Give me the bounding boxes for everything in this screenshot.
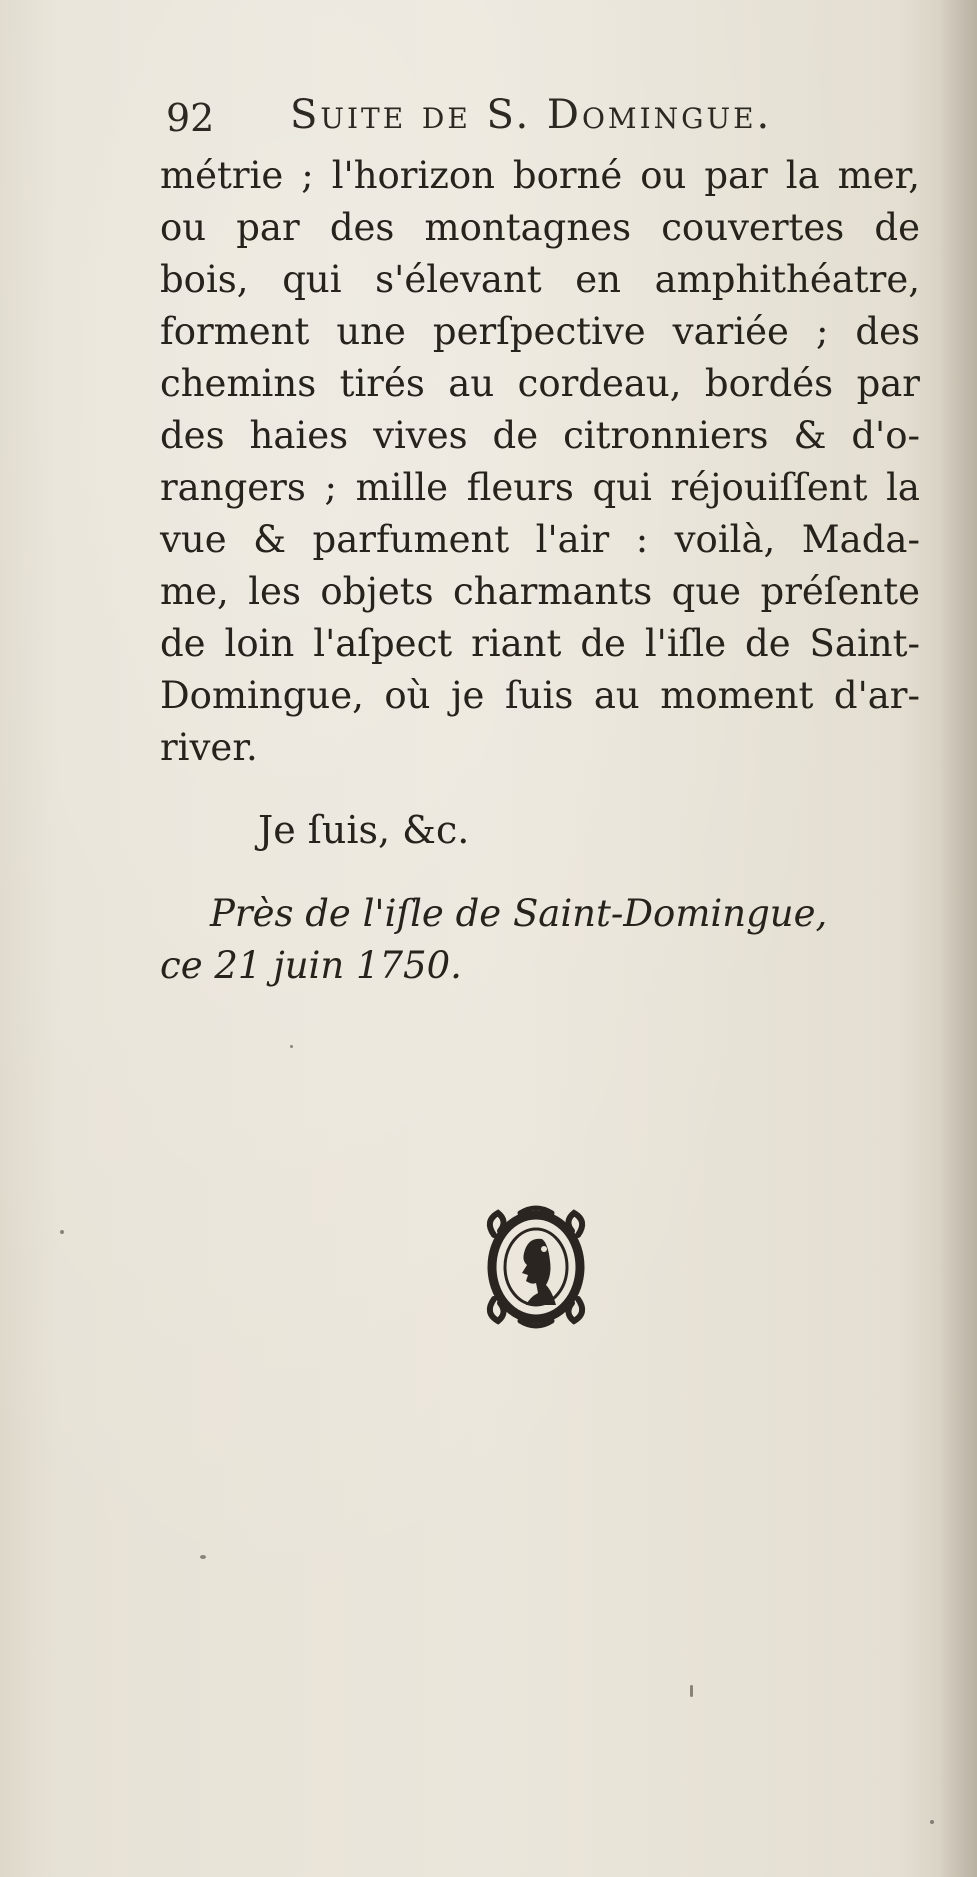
text-line: rangers ; mille fleurs qui réjouiſſent la <box>160 466 920 509</box>
ink-speck <box>930 1820 934 1824</box>
text-line: chemins tirés au cordeau, bordés par <box>160 362 920 405</box>
ink-speck <box>200 1555 206 1559</box>
text-line: des haies vives de citronniers & d'o- <box>160 414 920 457</box>
text-line: river. <box>160 726 258 769</box>
text-line: vue & parfument l'air : voilà, Mada- <box>160 518 920 561</box>
cameo-ornament-icon <box>480 1205 592 1329</box>
text-line: me, les objets charmants que préſente <box>160 570 920 613</box>
text-line: métrie ; l'horizon borné ou par la mer, <box>160 154 920 197</box>
text-line: bois, qui s'élevant en amphithéatre, <box>160 258 920 301</box>
ink-speck <box>60 1230 64 1234</box>
text-line: Domingue, où je ſuis au moment d'ar- <box>160 674 920 717</box>
ink-speck <box>690 1685 693 1697</box>
running-title: Suite de S. Domingue. <box>290 92 773 138</box>
closing-salutation: Je ſuis, &c. <box>258 808 470 852</box>
page-number: 92 <box>166 96 215 140</box>
gutter-shadow <box>939 0 977 1877</box>
dateline-date: ce 21 juin 1750. <box>160 944 462 987</box>
dateline <box>160 888 920 992</box>
text-line: forment une perſpective variée ; des <box>160 310 920 353</box>
text-line: ou par des montagnes couvertes de <box>160 206 920 249</box>
ink-speck <box>290 1045 293 1048</box>
text-line: de loin l'aſpect riant de l'iſle de Saint- <box>160 622 920 665</box>
body-paragraph <box>160 150 920 774</box>
dateline-place: Près de l'iſle de Saint-Domingue, <box>210 892 828 935</box>
page-header <box>166 92 866 152</box>
